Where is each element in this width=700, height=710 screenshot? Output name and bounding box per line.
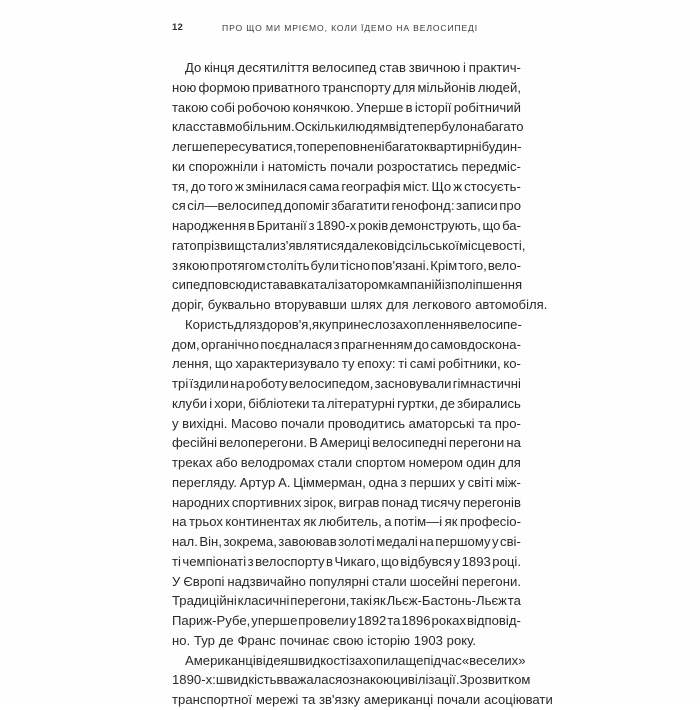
word: з: [333, 336, 340, 352]
word: або: [215, 455, 238, 470]
word: Уперше: [356, 99, 404, 115]
word: місцевості,: [459, 237, 526, 253]
word: пересуватися,: [209, 139, 297, 154]
word: велосипе-: [460, 316, 522, 332]
word: самовдоскона-: [430, 336, 521, 352]
word: медалі: [376, 534, 418, 549]
word: як: [303, 514, 317, 530]
word: на: [419, 534, 434, 549]
word: тя,: [172, 178, 189, 194]
word: 1890-х:: [172, 672, 216, 688]
word: спорожніли: [188, 158, 258, 174]
word: переповнені: [309, 139, 385, 154]
word: робітники,: [438, 356, 501, 372]
word: на: [230, 376, 245, 391]
word: збирались: [457, 395, 521, 411]
word: далеко: [344, 237, 388, 253]
word: потім—і: [394, 514, 443, 530]
word: трі: [172, 376, 189, 391]
text-line: [172, 335, 521, 355]
word: надзвичайно: [227, 573, 306, 589]
word: любитель,: [318, 514, 382, 530]
word: першому: [435, 534, 491, 549]
word: вело-: [487, 257, 521, 273]
word: професіо-: [459, 514, 521, 530]
word: для: [392, 79, 416, 95]
word: літературні: [326, 395, 395, 411]
word: вважалася: [276, 672, 343, 688]
word: між-: [495, 474, 521, 490]
word: на: [172, 514, 187, 530]
word: такою: [172, 99, 209, 115]
word: роках: [431, 613, 467, 628]
word: велосипед: [311, 60, 377, 75]
word: велоперегони.: [219, 435, 308, 451]
word: швидкості: [287, 652, 349, 668]
word: натомість: [267, 158, 327, 174]
word: перших: [409, 474, 456, 490]
word: протягом: [210, 257, 266, 273]
word: транспорту: [322, 79, 391, 95]
running-head: [0, 20, 700, 36]
word: захоплення: [389, 316, 461, 332]
word: як: [372, 593, 386, 609]
word: Крім: [430, 257, 458, 273]
word: історії: [414, 99, 452, 115]
word: під: [423, 652, 442, 668]
word: Ціммерман,: [293, 474, 366, 490]
word: одна: [368, 474, 398, 490]
word: стали: [371, 573, 407, 589]
word: сві-: [500, 534, 521, 549]
word: мобільним.: [226, 119, 295, 135]
word: з: [172, 257, 179, 273]
word: людям: [347, 119, 389, 135]
word: де: [440, 395, 456, 411]
word: збагатити: [331, 198, 390, 214]
word: гато: [172, 237, 197, 253]
word: епоху:: [357, 356, 396, 372]
word: тисячу: [420, 494, 461, 510]
word: році.: [492, 553, 521, 569]
word: із: [441, 277, 451, 293]
word: перегони.: [461, 573, 521, 589]
word: для: [498, 455, 521, 470]
word: міст.: [402, 178, 430, 194]
word: географія: [341, 178, 401, 194]
word: розвитком: [467, 672, 531, 688]
text-line: [172, 572, 521, 592]
word: передміс-: [461, 158, 521, 174]
word: велоспорту: [255, 553, 325, 569]
word: кампаній: [387, 277, 442, 293]
word: Він,: [199, 534, 222, 549]
word: велосипедні: [372, 435, 447, 451]
word: відтепер: [388, 119, 442, 135]
text-line: [172, 315, 521, 335]
word: стосуєть-: [464, 178, 521, 194]
word: стали: [245, 237, 280, 253]
word: лення,: [172, 356, 213, 372]
word: багатоквартирні: [384, 139, 482, 154]
word: прізвищ: [196, 237, 246, 253]
word: яку: [312, 316, 332, 332]
word: до: [414, 336, 429, 352]
word: у: [349, 613, 357, 628]
text-line: [172, 512, 521, 532]
word: років: [357, 218, 389, 233]
word: спортивних: [231, 494, 302, 510]
text-line: [172, 532, 521, 552]
word: про: [499, 198, 521, 214]
text-line: [172, 493, 521, 513]
word: Чикаго,: [334, 553, 380, 569]
word: Традиційні: [172, 593, 237, 609]
word: вихідні.: [182, 415, 228, 431]
word: було: [441, 119, 470, 135]
word: тісно: [340, 257, 371, 273]
word: самі: [409, 356, 436, 372]
word: засновували: [374, 376, 452, 391]
word: став: [379, 60, 406, 75]
word: Масово: [230, 415, 278, 431]
word: сіл—велосипед: [187, 198, 283, 214]
word: повсюди: [207, 277, 261, 293]
word: собі: [210, 99, 235, 115]
word: спортом: [355, 455, 406, 470]
text-line: [172, 196, 521, 216]
text-line: [172, 256, 521, 276]
word: ознакою: [342, 672, 394, 688]
text-line: [172, 354, 521, 374]
text-line: [172, 473, 521, 493]
word: у: [453, 553, 461, 569]
text-line: [172, 157, 521, 177]
word: характеризувало: [235, 356, 340, 372]
word: 1893: [461, 553, 491, 569]
word: у: [458, 474, 465, 490]
word: почали: [330, 158, 374, 174]
text-line: доріг, буквально вторувавши шлях для легкового автомобіля.: [172, 297, 548, 312]
text-line: транспортної мережі та зв'язку американці почали асоціювати: [172, 692, 553, 707]
word: роботу: [245, 376, 288, 391]
word: генофонд:: [391, 198, 455, 214]
word: «веселих»: [461, 652, 526, 668]
word: десятиліття: [237, 60, 310, 75]
word: ба-: [502, 218, 521, 233]
word: Америці: [319, 435, 371, 451]
word: сама: [309, 178, 340, 194]
word: конячкою.: [292, 99, 354, 115]
word: що: [214, 356, 233, 372]
word: що: [380, 553, 399, 569]
body-text-block: [172, 58, 553, 710]
word: ще: [405, 652, 424, 668]
word: ною: [172, 79, 197, 95]
word: до: [190, 178, 206, 194]
word: золоті: [338, 534, 375, 549]
word: для: [234, 316, 257, 332]
word: демонструють,: [389, 218, 481, 233]
word: Що: [431, 178, 452, 194]
word: У: [172, 573, 181, 589]
word: Артур: [239, 474, 276, 490]
word: з: [247, 553, 254, 569]
word: зокрема,: [223, 534, 277, 549]
word: про-: [494, 415, 521, 431]
running-head-title: ПРО ЩО МИ МРІЄМО, КОЛИ ЇДЕМО НА ВЕЛОСИПЕДІ: [222, 23, 478, 33]
word: та: [507, 593, 521, 609]
word: треках: [172, 455, 213, 470]
text-line: [172, 414, 521, 434]
word: ж: [453, 178, 462, 194]
word: практич-: [468, 60, 521, 75]
word: на: [506, 435, 521, 451]
word: зірок,: [303, 494, 337, 510]
word: велодромах: [240, 455, 315, 470]
word: почали: [281, 415, 325, 431]
word: органічно: [200, 336, 259, 352]
word: став: [199, 119, 227, 135]
word: здоров'я,: [256, 316, 313, 332]
word: та: [387, 613, 401, 628]
word: і: [209, 395, 213, 411]
text-line: [172, 552, 521, 572]
word: клуби: [172, 395, 208, 411]
word: приватного: [252, 79, 321, 95]
text-line: [172, 453, 521, 473]
word: ті: [172, 553, 181, 569]
word: у: [172, 415, 179, 431]
word: каталізатором: [300, 277, 388, 293]
word: записи: [456, 198, 498, 214]
word: набагато: [469, 119, 524, 135]
word: світі: [467, 474, 494, 490]
word: змінилася: [245, 178, 307, 194]
word: ки: [172, 158, 186, 174]
word: Оскільки: [294, 119, 348, 135]
text-line: [172, 651, 526, 671]
text-line: [172, 591, 521, 611]
word: якою: [179, 257, 210, 273]
word: поліпшення: [450, 277, 523, 293]
word: цивілізації.: [393, 672, 460, 688]
word: шосейні: [409, 573, 459, 589]
word: прагненням: [340, 336, 413, 352]
word: дом,: [172, 336, 200, 352]
word: з: [400, 474, 407, 490]
word: в: [247, 218, 255, 233]
word: один: [466, 455, 496, 470]
text-line: [172, 216, 521, 236]
word: Париж-Рубе,: [172, 613, 251, 628]
word: перегляду.: [172, 474, 237, 490]
word: нал.: [172, 534, 198, 549]
text-line: [172, 58, 521, 78]
word: трьох: [189, 514, 223, 530]
word: і: [463, 60, 466, 75]
word: ставав: [260, 277, 301, 293]
word: то: [296, 139, 310, 154]
word: що: [482, 218, 501, 233]
word: проводитись: [327, 415, 406, 431]
word: Льєж-Бастонь-Льєж: [386, 593, 507, 609]
word: в: [326, 553, 334, 569]
word: З: [459, 672, 468, 688]
word: номером: [408, 455, 464, 470]
word: перегони: [448, 435, 505, 451]
word: пов'язані.: [371, 257, 430, 273]
word: і: [261, 158, 265, 174]
word: поєдналася: [260, 336, 333, 352]
word: До: [185, 60, 202, 75]
text-line: [172, 670, 531, 690]
word: швидкість: [215, 672, 277, 688]
word: того,: [458, 257, 487, 273]
paragraph: [172, 58, 548, 315]
paragraph: [172, 651, 553, 710]
word: були: [310, 257, 339, 273]
word: фесійні: [172, 435, 218, 451]
word: Користь: [185, 316, 235, 332]
text-line: [172, 611, 521, 631]
word: 1890-х: [316, 218, 357, 233]
word: сипед: [172, 277, 208, 293]
word: того: [207, 178, 233, 194]
word: стали: [317, 455, 353, 470]
word: з'являтися: [279, 237, 345, 253]
word: гімнастичні: [452, 376, 521, 391]
word: допоміг: [283, 198, 330, 214]
word: популярні: [308, 573, 369, 589]
word: ся: [172, 198, 186, 214]
text-line: [172, 433, 521, 453]
word: ж: [234, 178, 244, 194]
word: їздили: [189, 376, 229, 391]
word: з: [308, 218, 315, 233]
word: В: [309, 435, 318, 451]
word: робітничий: [453, 99, 521, 115]
word: хори,: [214, 395, 247, 411]
text-line: [172, 177, 521, 197]
word: ті: [398, 356, 408, 372]
text-line: [172, 394, 521, 414]
word: народних: [172, 494, 230, 510]
word: понад: [381, 494, 419, 510]
word: в: [405, 99, 413, 115]
text-line: [172, 78, 521, 98]
text-line: но. Тур де Франс починає свою історію 1903 року.: [172, 632, 477, 648]
word: провели: [298, 613, 349, 628]
text-line: [172, 137, 521, 157]
word: час: [441, 652, 462, 668]
word: мільйонів: [417, 79, 476, 95]
word: розростатись: [376, 158, 459, 174]
word: бібліотеки: [248, 395, 310, 411]
word: перегонів: [462, 494, 521, 510]
word: клас: [172, 119, 200, 135]
word: Американців: [185, 652, 263, 668]
word: у: [492, 534, 499, 549]
word: континентах: [225, 514, 301, 530]
word: уперше: [251, 613, 298, 628]
word: А.: [278, 474, 291, 490]
word: виграв: [338, 494, 380, 510]
word: а: [384, 514, 392, 530]
word: ідея: [262, 652, 288, 668]
word: формою: [198, 79, 251, 95]
word: робочою: [237, 99, 291, 115]
word: чемпіонаті: [182, 553, 247, 569]
word: Європі: [183, 573, 225, 589]
word: принесло: [331, 316, 390, 332]
paragraph: [172, 315, 521, 651]
word: 1892: [357, 613, 387, 628]
text-line: [172, 117, 524, 137]
word: завоював: [278, 534, 337, 549]
word: звичною: [408, 60, 461, 75]
word: Британії: [256, 218, 307, 233]
word: та: [478, 415, 492, 431]
word: відбувся: [400, 553, 453, 569]
word: перегони,: [290, 593, 350, 609]
text-line: [172, 275, 521, 295]
word: 1896: [401, 613, 431, 628]
text-line: [172, 374, 521, 394]
word: сільської: [404, 237, 460, 253]
word: кінця: [204, 60, 235, 75]
text-line: [172, 236, 526, 256]
word: захопила: [348, 652, 406, 668]
word: відповід-: [466, 613, 521, 628]
page-number: 12: [172, 22, 183, 33]
word: будин-: [481, 139, 522, 154]
word: легше: [172, 139, 210, 154]
word: велосипедом,: [288, 376, 374, 391]
word: ко-: [503, 356, 521, 372]
word: від: [387, 237, 405, 253]
word: аматорські: [408, 415, 475, 431]
word: століть: [266, 257, 310, 273]
word: народження: [172, 218, 247, 233]
word: такі: [350, 593, 373, 609]
word: класичні: [237, 593, 290, 609]
word: гуртки,: [397, 395, 439, 411]
word: як: [444, 514, 458, 530]
text-line: [172, 98, 521, 118]
word: та: [311, 395, 325, 411]
word: ту: [341, 356, 355, 372]
word: людей,: [477, 79, 521, 95]
